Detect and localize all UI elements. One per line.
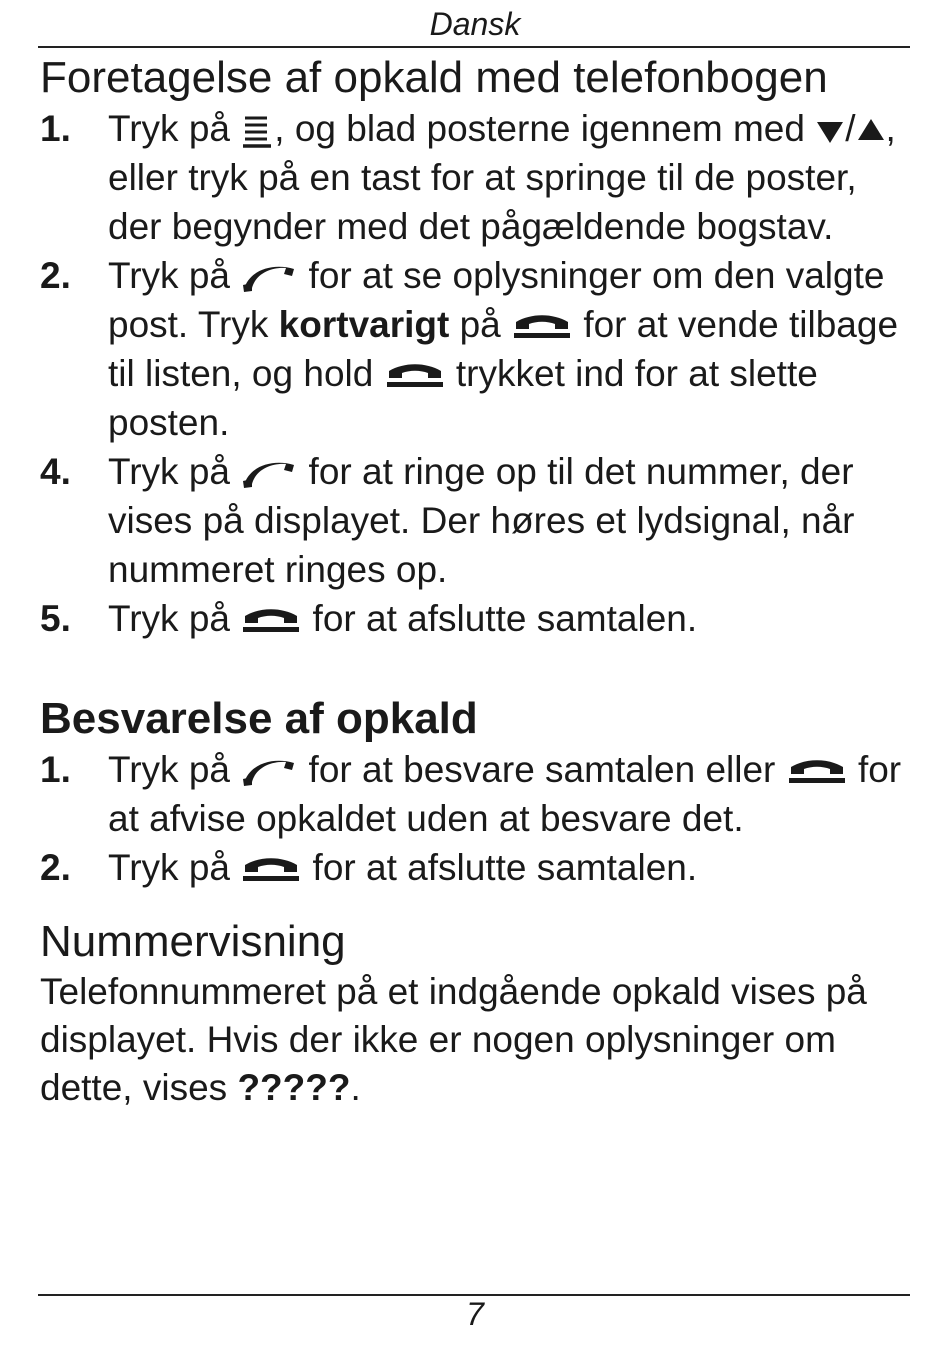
section-spacer: [40, 892, 910, 916]
step-item: [40, 447, 910, 594]
step-text: [108, 745, 910, 843]
step-text-part: for at afslutte samtalen.: [312, 847, 698, 888]
call-key-icon: [240, 757, 298, 787]
section-title-phonebook-call: Foretagelse af opkald med telefonbogen: [40, 53, 828, 102]
step-item: [40, 104, 910, 251]
step-text-part: for at se oplysninger om den valgte post. Tryk: [108, 255, 885, 345]
step-number: 1.: [40, 749, 71, 790]
step-number: 2.: [40, 255, 71, 296]
step-number: 4.: [40, 451, 71, 492]
header-language: Dansk: [429, 6, 521, 42]
step-text-part: på: [459, 304, 501, 345]
section-spacer: [40, 643, 910, 693]
step-number: 5.: [40, 598, 71, 639]
step-text-part: , eller tryk på en tast for at springe til de poster, der begynder med det pågældende bogstav.: [108, 108, 896, 247]
phonebook-call-steps: [40, 104, 910, 643]
step-text-part: med: [732, 108, 805, 149]
step-text-part: trykket ind for at slette posten.: [108, 353, 818, 443]
call-key-icon: [240, 263, 298, 293]
step-text-part: Tryk på: [108, 108, 230, 149]
step-text: [108, 447, 910, 594]
page-content: [40, 52, 910, 1112]
step-text-part: for at besvare samtalen eller: [308, 749, 776, 790]
step-text: [108, 104, 910, 251]
step-text-part: for at afslutte samtalen.: [312, 598, 698, 639]
step-text-part: for at ringe op til det nummer, der vises på displayet. Der høres et lydsignal, når nummeret ringes op.: [108, 451, 855, 590]
end-call-key-icon: [240, 606, 302, 636]
step-item: [40, 745, 910, 843]
unknown-number-placeholder: ?????: [237, 1067, 351, 1108]
end-call-key-icon: [384, 361, 446, 391]
step-text-part: Tryk på: [108, 847, 230, 888]
end-call-key-icon: [240, 855, 302, 885]
step-item: [40, 251, 910, 447]
step-text-part: for at afvise opkaldet uden at besvare det.: [108, 749, 902, 839]
step-text-part: Tryk på: [108, 451, 230, 492]
call-key-icon: [240, 459, 298, 489]
end-call-key-icon: [511, 312, 573, 342]
step-text-part: Tryk på: [108, 255, 230, 296]
step-number: 2.: [40, 847, 71, 888]
step-text-part: Tryk på: [108, 598, 230, 639]
section-title-answer-call: Besvarelse af opkald: [40, 694, 478, 743]
menu-list-icon: [240, 112, 274, 150]
paragraph-text: Telefonnummeret på et indgående opkald vises på displayet. Hvis der ikke er nogen oplysninger om dette, vises: [40, 971, 867, 1108]
caller-id-paragraph: [40, 968, 910, 1112]
paragraph-text: .: [350, 1067, 361, 1108]
step-number: 1.: [40, 108, 71, 149]
step-item: [40, 594, 910, 643]
step-item: [40, 843, 910, 892]
page-number: 7: [466, 1296, 484, 1332]
step-text-bold: kortvarigt: [278, 304, 450, 345]
step-text: [108, 843, 910, 892]
step-text: [108, 251, 910, 447]
step-text-part: /: [845, 108, 856, 149]
end-call-key-icon: [786, 757, 848, 787]
header-rule: [38, 46, 910, 48]
down-arrow-icon: [815, 116, 845, 146]
step-text-part: Tryk på: [108, 749, 230, 790]
section-title-caller-id: Nummervisning: [40, 917, 346, 966]
up-arrow-icon: [856, 116, 886, 146]
step-text-part: for at vende tilbage til listen, og hold: [108, 304, 899, 394]
step-text-part: , og blad posterne igennem: [274, 108, 723, 149]
step-text: [108, 594, 910, 643]
answer-call-steps: [40, 745, 910, 892]
